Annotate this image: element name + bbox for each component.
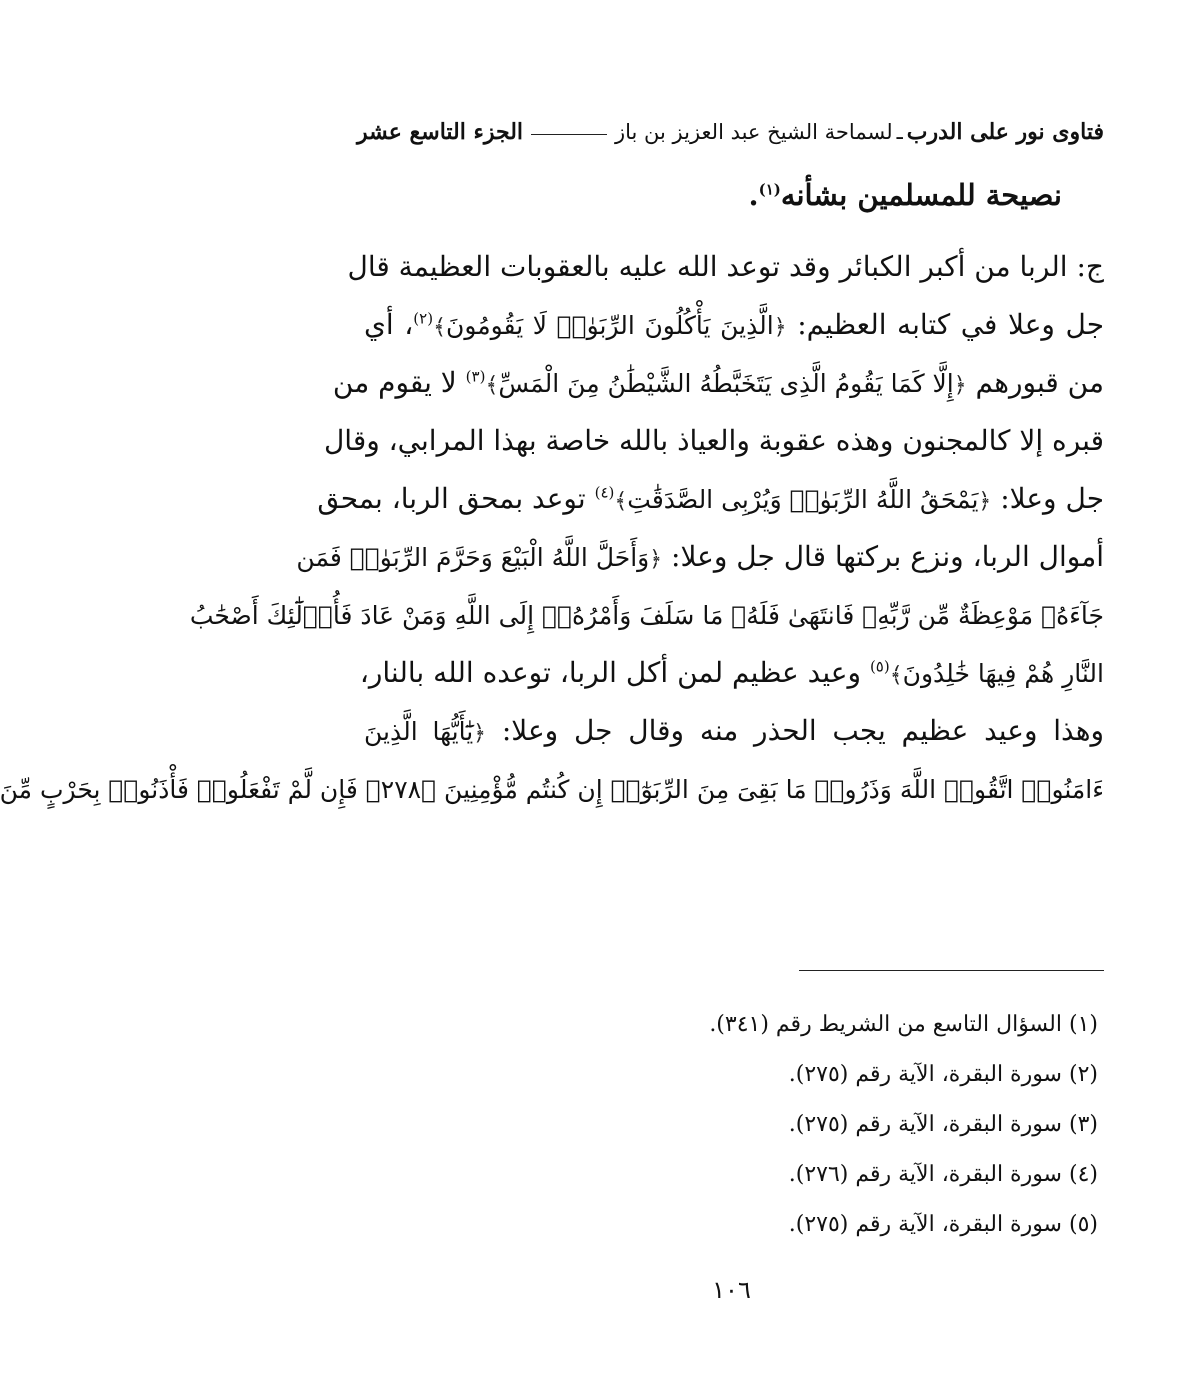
page-number: ١٠٦ — [712, 1276, 751, 1304]
verse-bracket-icon: ﴾ — [614, 489, 628, 514]
footnote-ref: (٢) — [413, 309, 434, 328]
footnote-2: (٢) سورة البقرة، الآية رقم (٢٧٥). — [788, 1062, 1098, 1087]
text-line — [332, 354, 1104, 412]
verse-bracket-icon: ﴾ — [889, 663, 903, 688]
body-text: لا يقوم من — [332, 366, 466, 399]
header-separator: ـ — [896, 120, 903, 144]
body-text: من قبورهم — [966, 366, 1104, 399]
body-text: ج: الربا من أكبر الكبائر وقد توعد الله عليه بالعقوبات العظيمة قال — [347, 250, 1104, 283]
quran-verse: وَأَحَلَّ اللَّهُ الْبَيْعَ وَحَرَّمَ الرِّبَوٰا۟ فَمَن — [296, 543, 650, 572]
body-text: أموال الربا، ونزع بركتها قال جل وعلا: — [662, 540, 1104, 573]
running-header — [357, 112, 1104, 152]
quran-verse: النَّارِ هُمْ فِيهَا خَٰلِدُونَ — [902, 659, 1104, 688]
text-line — [364, 702, 1104, 760]
text-line — [189, 586, 1104, 644]
text-line — [359, 644, 1104, 702]
verse-bracket-icon: ﴾ — [485, 373, 499, 398]
footnote-5: (٥) سورة البقرة، الآية رقم (٢٧٥). — [788, 1212, 1098, 1237]
author-name: لسماحة الشيخ عبد العزيز بن باز — [614, 120, 893, 144]
footnote-ref: (٥) — [869, 657, 890, 676]
footnotes — [358, 1000, 1098, 1250]
verse-bracket-icon: ﴿ — [953, 373, 967, 398]
quran-verse: يَمْحَقُ اللَّهُ الرِّبَوٰا۟ وَيُرْبِى الصَّدَقَٰتِ — [627, 485, 979, 514]
footnote-1: (١) السؤال التاسع من الشريط رقم (٣٤١). — [709, 1012, 1098, 1037]
quran-verse: الَّذِينَ يَأْكُلُونَ الرِّبَوٰا۟ لَا يَقُومُونَ — [445, 311, 774, 340]
text-line — [296, 528, 1104, 586]
footnote-ref: (١) — [758, 180, 781, 199]
quran-verse: يَٰٓأَيُّهَا الَّذِينَ — [364, 717, 474, 746]
body-lines — [0, 238, 1104, 818]
footnote-ref: (٤) — [594, 483, 615, 502]
text-line — [364, 296, 1104, 354]
text-line — [323, 412, 1104, 470]
verse-bracket-icon: ﴿ — [649, 547, 663, 572]
footnote-ref: (٣) — [465, 367, 486, 386]
body-text: توعد بمحق الربا، بمحق — [317, 482, 595, 515]
book-title: فتاوى نور على الدرب — [906, 119, 1104, 145]
verse-bracket-icon: ﴾ — [433, 315, 446, 340]
quran-verse: ءَامَنُوا۟ اتَّقُوا۟ اللَّهَ وَذَرُوا۟ مَا بَقِىَ مِنَ الرِّبَوٰٓا۟ إِن كُنتُم مُّؤْمِنِينَ ﴿٢٧٨﴾ فَإِن لَّمْ تَفْعَلُوا۟ فَأْذَنُوا۟ بِحَرْبٍ مِّنَ — [0, 775, 1104, 804]
text-line — [317, 470, 1104, 528]
main-text — [0, 166, 1104, 818]
intro-line — [364, 166, 1104, 224]
intro-text: نصيحة للمسلمين بشأنه — [780, 178, 1062, 212]
volume-label: الجزء التاسع عشر — [357, 119, 524, 145]
verse-bracket-icon: ﴿ — [773, 315, 787, 340]
text-line — [0, 760, 1104, 818]
text-line — [347, 238, 1104, 296]
quran-verse: جَآءَهُۥ مَوْعِظَةٌ مِّن رَّبِّهِۦ فَانتَهَىٰ فَلَهُۥ مَا سَلَفَ وَأَمْرُهُۥٓ إِلَى اللَّهِ وَمَنْ عَادَ فَأُو۟لَٰٓئِكَ أَصْحَٰبُ — [189, 601, 1104, 630]
footnote-rule — [799, 970, 1104, 971]
body-text: جل وعلا: — [991, 482, 1104, 515]
footnote-4: (٤) سورة البقرة، الآية رقم (٢٧٦). — [788, 1162, 1098, 1187]
body-text: قبره إلا كالمجنون وهذه عقوبة والعياذ بالله خاصة بهذا المرابي، وقال — [323, 424, 1104, 457]
body-text: وهذا وعيد عظيم يجب الحذر منه وقال جل وعلا: — [486, 714, 1104, 747]
verse-bracket-icon: ﴿ — [978, 489, 992, 514]
verse-bracket-icon: ﴿ — [473, 721, 487, 746]
footnote-3: (٣) سورة البقرة، الآية رقم (٢٧٥). — [788, 1112, 1098, 1137]
quran-verse: إِلَّا كَمَا يَقُومُ الَّذِى يَتَخَبَّطُهُ الشَّيْطَٰنُ مِنَ الْمَسِّ — [498, 369, 954, 398]
body-text: وعيد عظيم لمن أكل الربا، توعده الله بالنار، — [359, 656, 870, 689]
body-text: ، أي — [364, 308, 414, 341]
body-text: جل وعلا في كتابه العظيم: — [786, 308, 1104, 341]
intro-period: . — [748, 178, 759, 212]
header-rule — [531, 134, 607, 135]
